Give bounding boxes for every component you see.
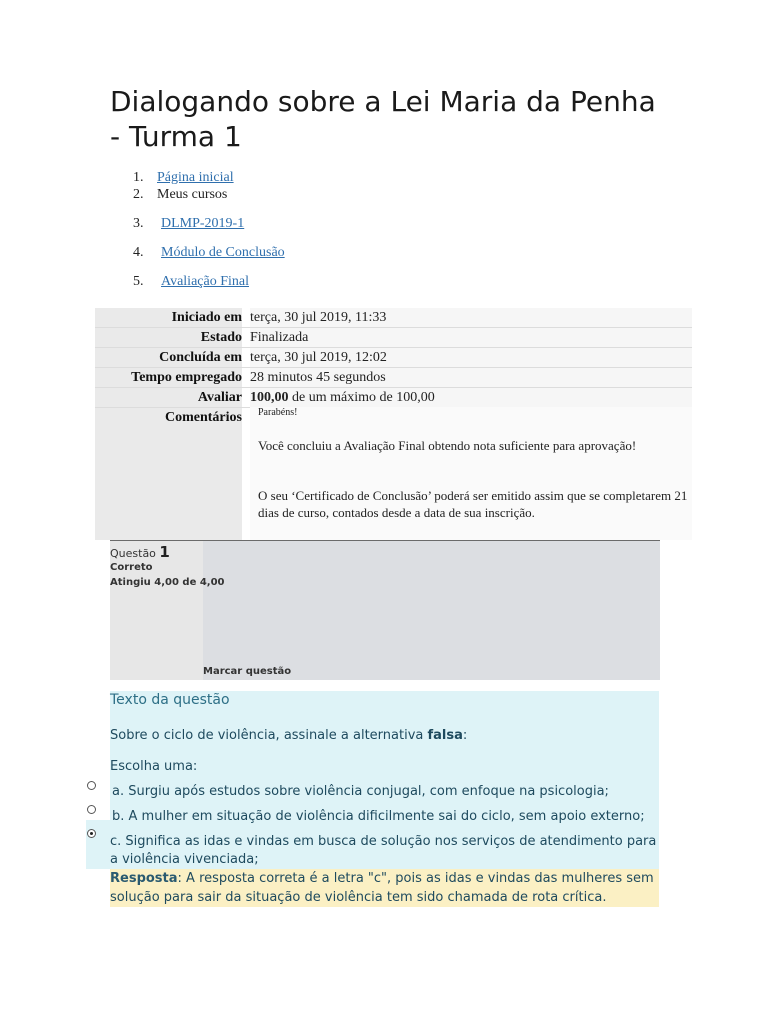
breadcrumb-link-module[interactable]: Módulo de Conclusão [161, 245, 285, 260]
question-info-panel [110, 540, 660, 680]
option-c-label[interactable]: c. Significa as idas e vindas em busca de solução nos serviços de atendimento para a violência vivenciada; [110, 834, 657, 867]
summary-label: Comentários [95, 408, 242, 540]
correct-answer-feedback [110, 869, 659, 907]
flag-question-link[interactable]: Marcar questão [203, 666, 292, 677]
summary-value-started: terça, 30 jul 2019, 11:33 [250, 310, 387, 325]
breadcrumb-number: 5. [133, 274, 144, 289]
question-text-background [86, 820, 110, 869]
summary-value-completed: terça, 30 jul 2019, 12:02 [250, 350, 387, 365]
choose-one-label: Escolha uma: [110, 759, 198, 774]
comment-paragraph-2: O seu ‘Certificado de Conclusão’ poderá ser emitido assim que se completarem 21 dias de curso, contados desde a data de sua inscrição. [258, 488, 688, 520]
breadcrumb-text-my-courses: Meus cursos [157, 187, 228, 202]
summary-label: Avaliar [95, 388, 242, 407]
breadcrumb-number: 3. [133, 216, 144, 231]
grade-suffix: de um máximo de 100,00 [288, 390, 435, 405]
question-grade: Atingiu 4,00 de 4,00 [110, 577, 225, 588]
summary-value-grade [250, 390, 692, 406]
summary-row-time [95, 368, 692, 387]
summary-value-state: Finalizada [250, 330, 309, 345]
option-c-radio[interactable] [87, 829, 96, 838]
question-state: Correto [110, 562, 153, 573]
summary-row-state [95, 328, 692, 347]
summary-label: Iniciado em [95, 308, 242, 327]
option-b-label[interactable]: b. A mulher em situação de violência dificilmente sai do ciclo, sem apoio externo; [112, 809, 645, 824]
grade-value: 100,00 [250, 390, 289, 405]
option-a-label[interactable]: a. Surgiu após estudos sobre violência conjugal, com enfoque na psicologia; [112, 784, 609, 799]
comment-paragraph-1: Você concluiu a Avaliação Final obtendo nota suficiente para aprovação! [258, 438, 637, 453]
question-number: Questão 1 [110, 543, 170, 561]
breadcrumb-number: 2. [133, 187, 144, 202]
comment-title: Parabéns! [258, 407, 298, 418]
breadcrumb-link-home[interactable]: Página inicial [157, 170, 234, 185]
answer-text: : A resposta correta é a letra "c", pois as idas e vindas das mulheres sem solução para sair da situação de violência tem sido chamada de rota crítica. [110, 871, 654, 905]
attempt-summary-table [95, 308, 692, 540]
option-b-radio[interactable] [87, 805, 96, 814]
summary-row-started [95, 308, 692, 327]
summary-label: Concluída em [95, 348, 242, 367]
page-title: Dialogando sobre a Lei Maria da Penha - Turma 1 [110, 85, 656, 153]
summary-row-completed [95, 348, 692, 367]
summary-row-grade [95, 388, 692, 407]
breadcrumb-number: 4. [133, 245, 144, 260]
breadcrumb-link-quiz[interactable]: Avaliação Final [161, 274, 249, 289]
summary-label: Estado [95, 328, 242, 347]
answer-label: Resposta [110, 871, 178, 886]
breadcrumb-link-course[interactable]: DLMP-2019-1 [161, 216, 245, 231]
question-text-heading: Texto da questão [110, 692, 230, 708]
summary-value-time: 28 minutos 45 segundos [250, 370, 386, 385]
feedback-comment [250, 407, 692, 540]
option-a-radio[interactable] [87, 781, 96, 790]
question-prompt: Sobre o ciclo de violência, assinale a alternativa falsa: [110, 728, 468, 743]
summary-label: Tempo empregado [95, 368, 242, 387]
breadcrumb-number: 1. [133, 170, 144, 185]
